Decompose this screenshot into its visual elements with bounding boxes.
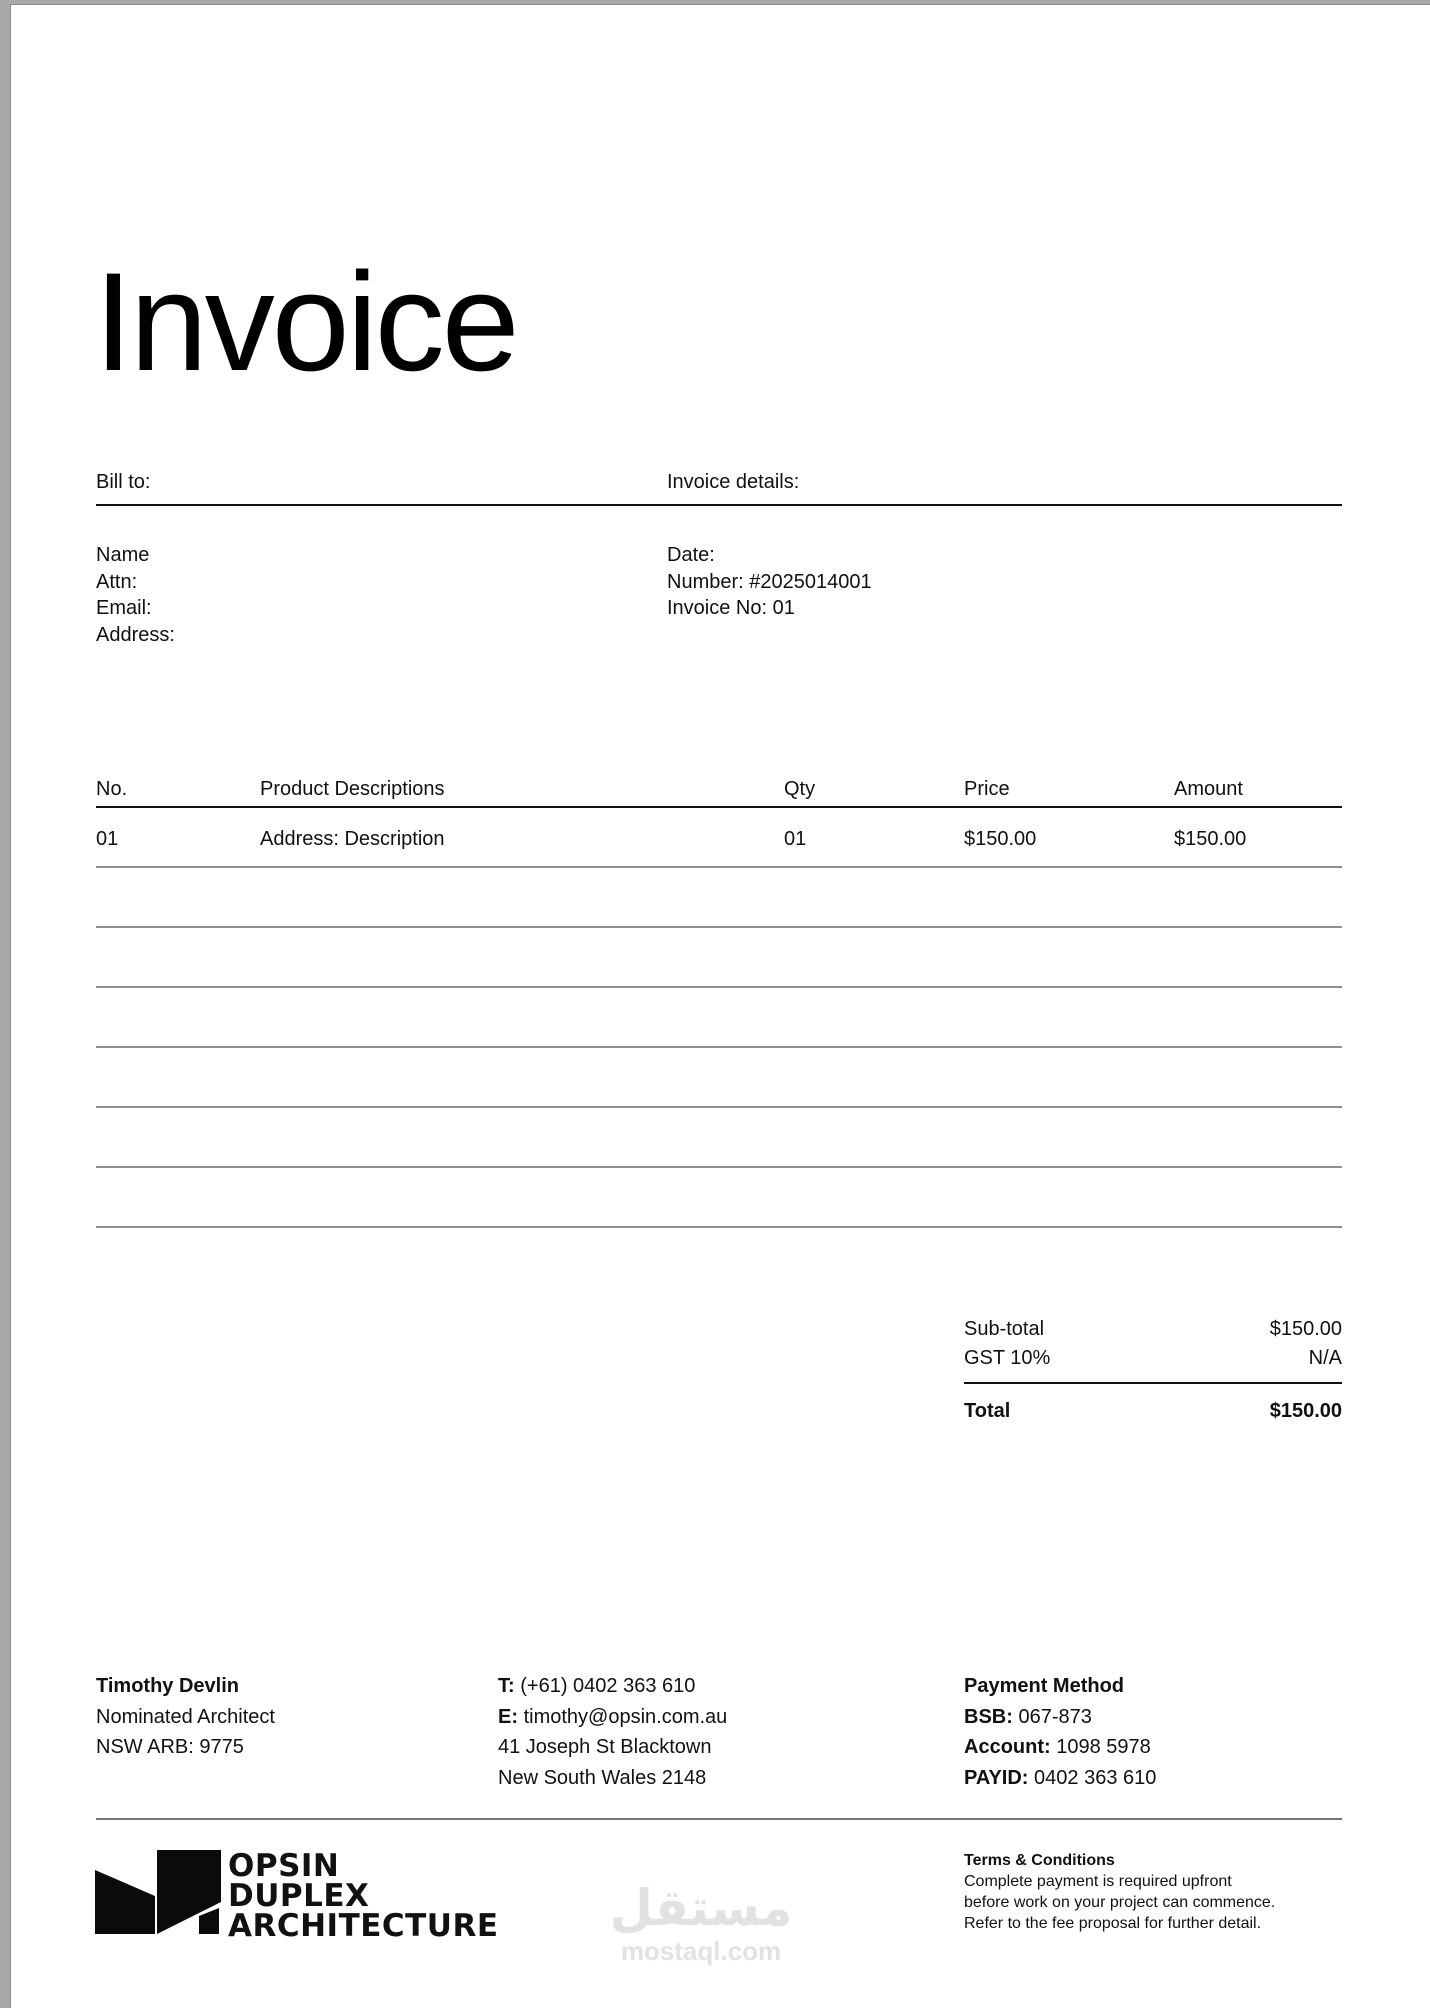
table-header-qty: Qty — [784, 778, 816, 800]
footer-details — [498, 1671, 727, 1793]
invoice-details-label: Invoice details: — [667, 471, 800, 493]
email-line — [498, 1702, 727, 1733]
gst-label: GST 10% — [964, 1347, 1051, 1369]
table-row-line — [96, 866, 1342, 868]
totals-divider — [964, 1382, 1342, 1384]
table-header-rule — [96, 806, 1342, 808]
payid-label: PAYID: — [964, 1766, 1029, 1789]
gst-value: N/A — [1308, 1347, 1342, 1369]
page-title: Invoice — [94, 243, 517, 400]
contact-name: Timothy Devlin — [96, 1675, 239, 1697]
bsb-label: BSB: — [964, 1705, 1013, 1728]
payment-heading: Payment Method — [964, 1675, 1125, 1697]
terms-line-1: Complete payment is required upfront — [964, 1873, 1232, 1890]
invoice-details-block — [667, 542, 872, 622]
table-row-line — [96, 1226, 1342, 1228]
contact-arb: NSW ARB: 9775 — [96, 1736, 244, 1758]
watermark-arabic: مستقل — [609, 1879, 793, 1937]
address-line-1: 41 Joseph St Blacktown — [498, 1736, 712, 1758]
payid-line — [964, 1763, 1156, 1794]
terms-block — [964, 1850, 1275, 1934]
table-row-line — [96, 986, 1342, 988]
table-row-line — [96, 1106, 1342, 1108]
subtotal-value: $150.00 — [1269, 1318, 1342, 1340]
logo-line-2: DUPLEX — [228, 1878, 370, 1914]
opsin-logo-mark-icon — [95, 1850, 221, 1940]
invoice-page — [10, 4, 1430, 2008]
table-cell-amount: $150.00 — [1174, 828, 1247, 850]
bill-to-label: Bill to: — [96, 471, 151, 493]
logo-line-1: OPSIN — [228, 1848, 340, 1884]
section-divider — [96, 504, 1342, 506]
payid-value: 0402 363 610 — [1034, 1766, 1157, 1789]
table-header-amount: Amount — [1174, 778, 1243, 800]
table-cell-no: 01 — [96, 828, 119, 850]
bill-to-attn: Attn: — [96, 570, 138, 593]
bill-to-email: Email: — [96, 597, 152, 619]
footer-divider — [96, 1818, 1342, 1820]
table-cell-qty: 01 — [784, 828, 807, 850]
phone-line — [498, 1671, 727, 1702]
bill-to-block — [96, 542, 175, 648]
subtotal-label: Sub-total — [964, 1318, 1045, 1340]
logo-line-3: ARCHITECTURE — [228, 1908, 499, 1944]
email-label: E: — [498, 1705, 518, 1728]
table-header-price: Price — [964, 778, 1010, 800]
email-value: timothy@opsin.com.au — [523, 1705, 728, 1728]
invoice-date: Date: — [667, 544, 715, 566]
phone-value: (+61) 0402 363 610 — [520, 1675, 696, 1697]
account-label: Account: — [964, 1736, 1051, 1758]
watermark-url: mostaql.com — [620, 1936, 782, 1966]
table-row-line — [96, 1166, 1342, 1168]
phone-label: T: — [498, 1675, 515, 1697]
footer-contact — [96, 1671, 275, 1763]
account-line — [964, 1732, 1156, 1763]
invoice-no: Invoice No: 01 — [667, 597, 795, 619]
logo-wordmark — [228, 1848, 499, 1944]
account-value: 1098 5978 — [1056, 1736, 1151, 1758]
table-cell-price: $150.00 — [964, 828, 1037, 850]
invoice-number: Number: #2025014001 — [667, 570, 872, 593]
bill-to-name: Name — [96, 544, 150, 566]
total-value: $150.00 — [1269, 1400, 1342, 1422]
total-label: Total — [964, 1400, 1011, 1422]
bill-to-address: Address: — [96, 623, 175, 646]
terms-line-2: before work on your project can commence. — [964, 1894, 1276, 1911]
bsb-line — [964, 1702, 1156, 1733]
table-row-line — [96, 926, 1342, 928]
table-header-no: No. — [96, 778, 128, 800]
address-line-2: New South Wales 2148 — [498, 1766, 707, 1789]
terms-line-3: Refer to the fee proposal for further detail. — [964, 1915, 1262, 1932]
table-cell-description: Address: Description — [260, 828, 445, 850]
footer-payment — [964, 1671, 1156, 1793]
contact-role: Nominated Architect — [96, 1705, 275, 1728]
bsb-value: 067-873 — [1018, 1705, 1092, 1728]
table-header-description: Product Descriptions — [260, 778, 445, 800]
table-row-line — [96, 1046, 1342, 1048]
terms-heading: Terms & Conditions — [964, 1852, 1115, 1869]
